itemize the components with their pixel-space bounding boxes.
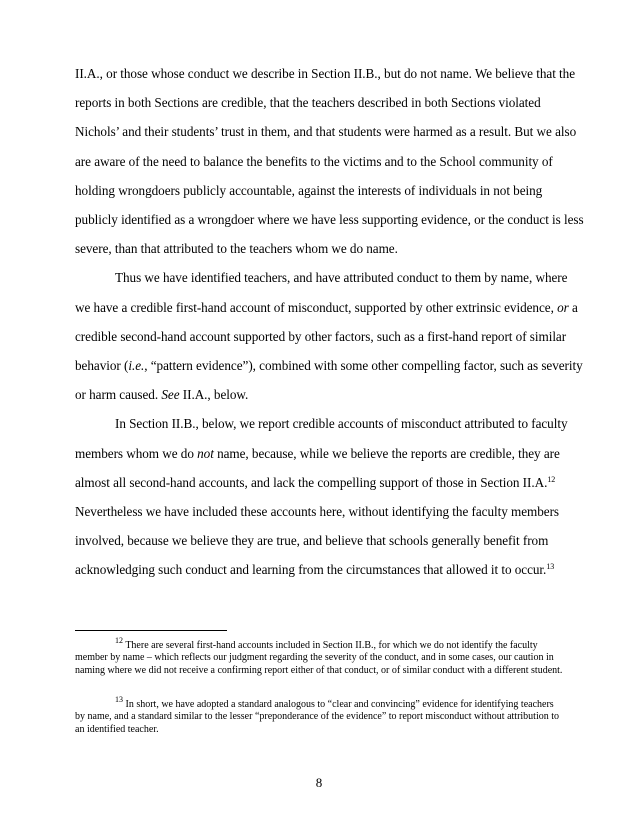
body-line: Thus we have identified teachers, and have attributed conduct to them by name, where [115, 270, 568, 286]
emphasis: See [161, 387, 180, 403]
footnote-ref-13: 13 [546, 562, 555, 572]
body-line: almost all second-hand accounts, and lack the compelling support of those in Section II.A.$^{12}$ [75, 474, 556, 490]
body-line: II.A., or those whose conduct we describe in Section II.B., but do not name. We believe that the [75, 66, 576, 81]
body-line: severe, than that attributed to the teachers whom we do name. [75, 241, 398, 257]
emphasis: or [557, 299, 569, 315]
emphasis: i.e. [128, 358, 145, 373]
footnote-12: $^{12}$ There are several first-hand accounts included in Section II.B., for which we do not identify the faculty member by name – which reflects our judgment regarding the severity of the conduct, and in some cases, our caution in naming where we did not receive a confirming report either of that conduct, or of similar conduct with a different student. [75, 636, 563, 676]
body-line: are aware of the need to balance the benefits to the victims and to the School community of [75, 153, 553, 169]
page-number: 8 [315, 775, 323, 790]
body-line: acknowledging such conduct and learning from the circumstances that allowed it to occur.$^{13}$ [75, 562, 555, 578]
body-line: involved, because we believe they are true, and believe that schools generally benefit from [75, 533, 549, 549]
body-line: we have a credible first-hand account of misconduct, supported by other extrinsic evidence, or a [75, 299, 578, 315]
body-line: publicly identified as a wrongdoer where we have less supporting evidence, or the conduct is less [75, 212, 584, 227]
body-line: or harm caused. See II.A., below. [75, 387, 249, 403]
emphasis: not [197, 445, 214, 461]
body-line: reports in both Sections are credible, that the teachers described in both Sections violated [75, 95, 541, 111]
footnote-mark: 12 [115, 636, 123, 645]
body-line: credible second-hand account supported by other factors, such as a first-hand report of similar [75, 328, 567, 344]
body-line: behavior (i.e., “pattern evidence”), combined with some other compelling factor, such as severity [75, 358, 583, 373]
footnote-ref-12: 12 [547, 474, 556, 484]
body-line: In Section II.B., below, we report credible accounts of misconduct attributed to faculty [115, 416, 568, 432]
footnote-mark: 13 [115, 695, 123, 704]
footnote-13: $^{13}$ In short, we have adopted a standard analogous to “clear and convincing” evidence for identifying teachers by name, and a standard similar to the lesser “preponderance of the evidence” to report misconduct without attribution to an identified teacher. [75, 695, 560, 735]
body-line: holding wrongdoers publicly accountable, against the interests of individuals in not being [75, 182, 543, 198]
body-line: Nevertheless we have included these accounts here, without identifying the faculty members [75, 504, 560, 519]
body-line: members whom we do not name, because, while we believe the reports are credible, they are [75, 445, 560, 461]
body-line: Nichols’ and their students’ trust in them, and that students were harmed as a result. But we also [75, 124, 577, 140]
footnote-separator [75, 630, 227, 631]
